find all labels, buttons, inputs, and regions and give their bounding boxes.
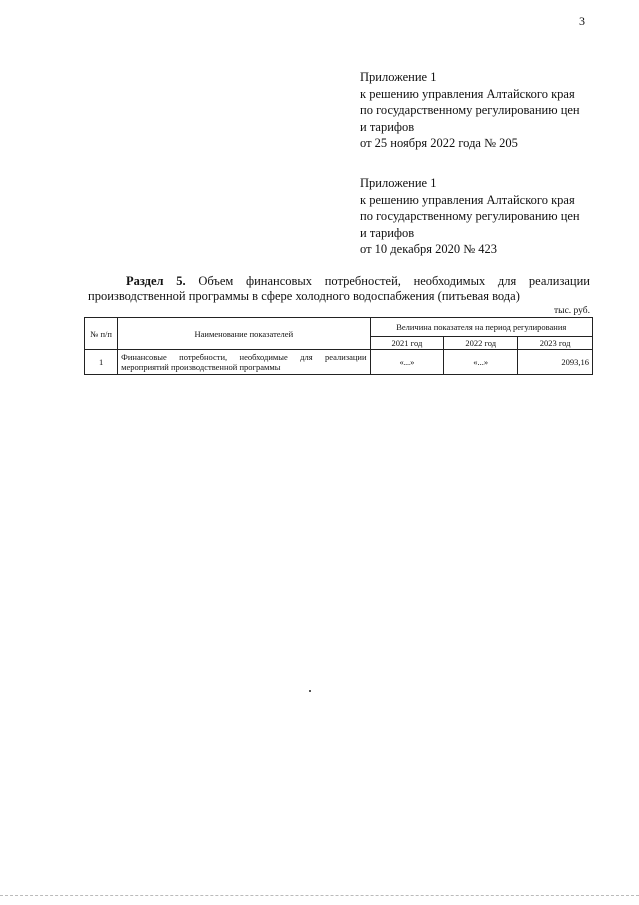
financial-needs-table [84, 317, 593, 375]
appendix-line: и тарифов [360, 225, 415, 240]
appendix-line: по государственному регулированию цен [360, 103, 580, 117]
section-heading [88, 274, 590, 304]
scan-artifact-dot [309, 690, 311, 692]
appendix-line: и тарифов [360, 119, 415, 134]
section-title-line-2: производственной программы в сфере холодного водоспабжения (питьевая вода) [88, 289, 520, 303]
row-name: Финансовые потребности, необходимые для реализации мероприятий производственной программы [118, 350, 370, 375]
header-period: Величина показателя на период регулирования [370, 318, 592, 337]
header-year-2022: 2022 год [444, 337, 518, 350]
appendix-line: Приложение 1 [360, 176, 437, 190]
section-heading-line-1 [88, 274, 590, 289]
appendix-line: Приложение 1 [360, 70, 437, 84]
row-value-2022: «...» [444, 350, 518, 375]
appendix-line: от 10 декабря 2020 № 423 [360, 242, 498, 256]
section-title-line-1: Объем финансовых потребностей, необходимых для реализации [198, 274, 590, 288]
table-header-row [85, 318, 593, 337]
appendix-line: от 25 ноября 2022 года № 205 [360, 136, 518, 150]
appendix-line: по государственному регулированию цен [360, 209, 580, 223]
appendix-header-current [360, 69, 630, 152]
scan-bottom-edge [0, 895, 639, 896]
table-row [85, 350, 593, 375]
row-number: 1 [85, 350, 118, 375]
row-value-2021: «...» [370, 350, 444, 375]
section-label: Раздел 5. [126, 274, 186, 288]
header-year-2023: 2023 год [518, 337, 593, 350]
appendix-line: к решению управления Алтайского края [360, 86, 575, 101]
row-value-2023: 2093,16 [518, 350, 593, 375]
page-number: 3 [579, 14, 585, 28]
header-number: № п/п [85, 318, 118, 350]
unit-label: тыс. руб. [554, 306, 590, 316]
header-year-2021: 2021 год [370, 337, 444, 350]
header-name: Наименование показателей [118, 318, 370, 350]
appendix-header-original [360, 175, 630, 258]
appendix-line: к решению управления Алтайского края [360, 192, 575, 207]
